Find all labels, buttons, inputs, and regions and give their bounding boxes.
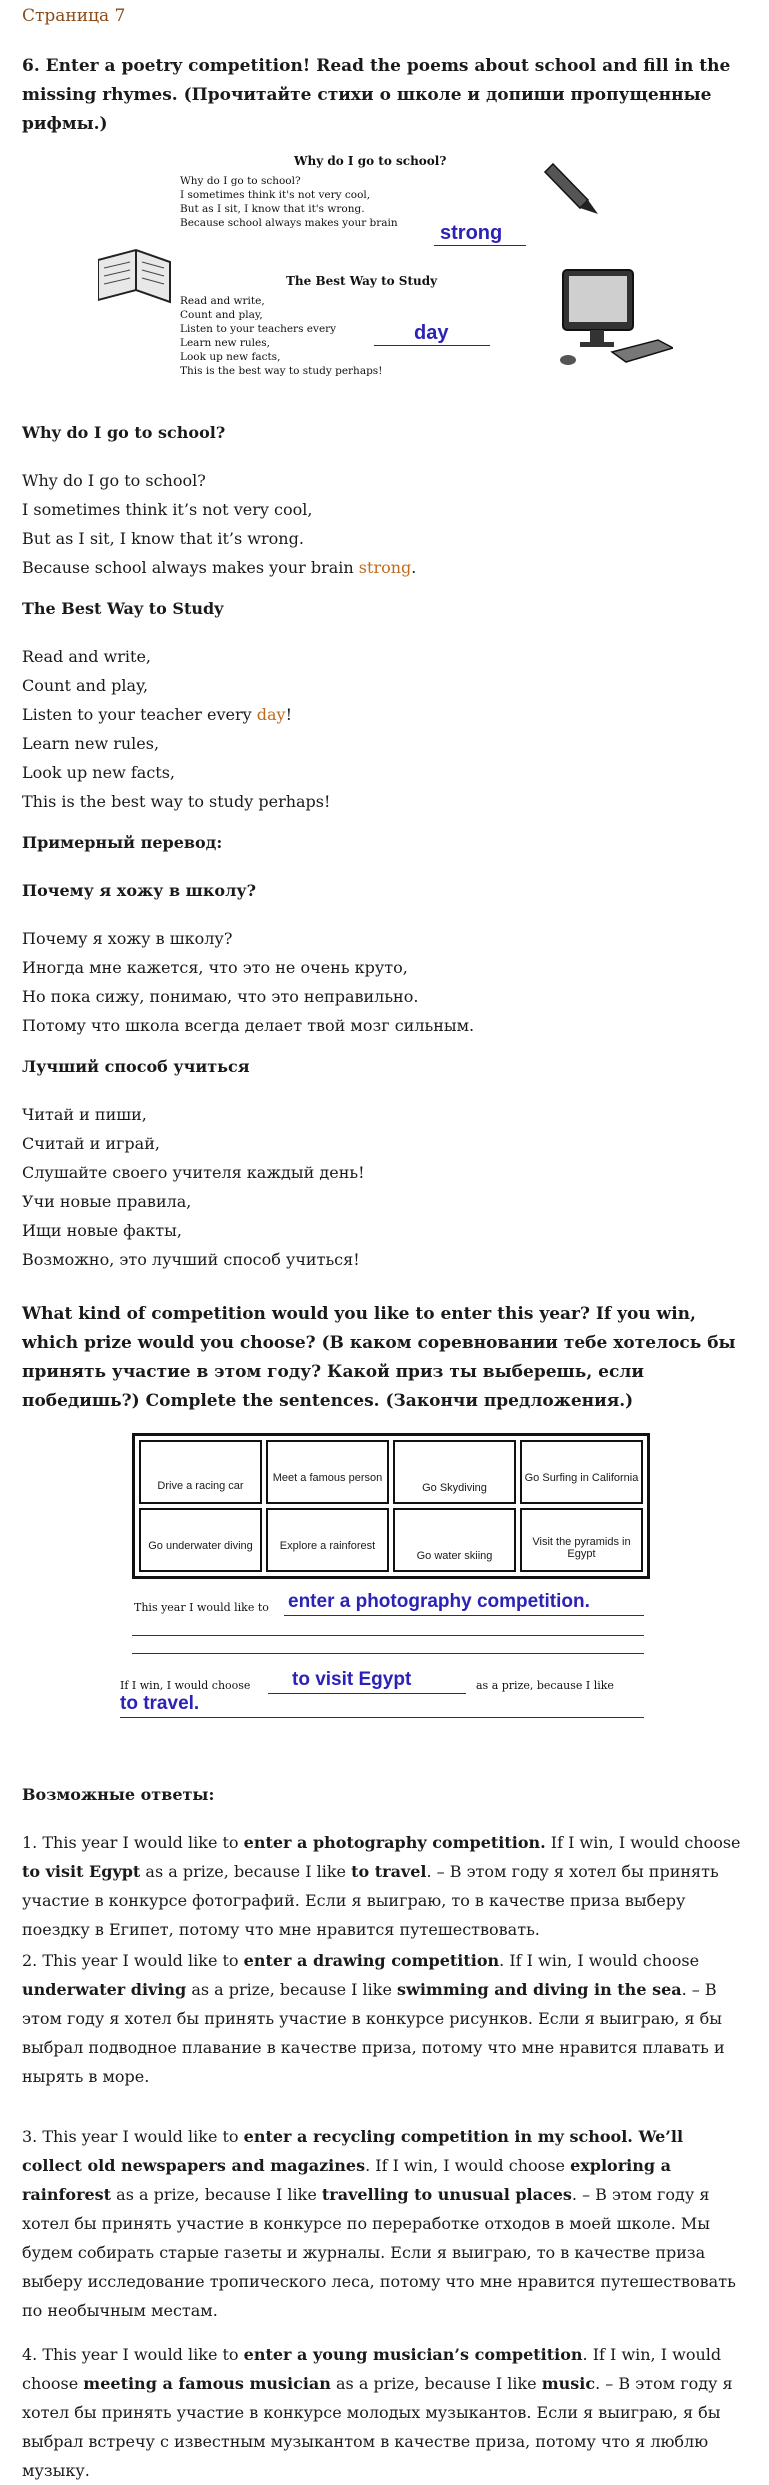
ws-line2-middle: as a prize, because I like xyxy=(476,1679,614,1692)
answer-text: 3. This year I would like to xyxy=(22,2127,244,2146)
activity-label: Go Skydiving xyxy=(422,1482,487,1494)
activity-cell xyxy=(266,1440,389,1504)
poem-line: Learn new rules, xyxy=(22,734,160,753)
ws-poem2-line: Listen to your teachers every xyxy=(180,323,337,335)
activity-cell xyxy=(520,1440,643,1504)
poem-line: Look up new facts, xyxy=(22,763,176,782)
activity-cell xyxy=(139,1508,262,1572)
ws-poem2-body xyxy=(180,294,382,378)
poem-line: I sometimes think it’s not very cool, xyxy=(22,500,313,519)
ws-poem1-body xyxy=(180,174,398,230)
answer-item xyxy=(22,2122,747,2325)
poem1 xyxy=(22,466,747,582)
answer-bold: to travel xyxy=(351,1862,427,1881)
ws-line1-prefix: This year I would like to xyxy=(134,1601,269,1614)
ws-poem1-line: But as I sit, I know that it's wrong. xyxy=(180,203,365,215)
ws-poem2-title: The Best Way to Study xyxy=(286,274,438,288)
activity-cell xyxy=(266,1508,389,1572)
ws-poem2-line: This is the best way to study perhaps! xyxy=(180,365,383,377)
activity-label: Go Surfing in California xyxy=(524,1472,639,1484)
answer-text: . – В этом году я хотел бы принять участие в конкурсе молодых музыкантов. Если я выиграю, я бы выбрал встречу с известным музыкантом в качестве приза, потому что я люблю музыку. xyxy=(22,2374,733,2480)
computer-icon xyxy=(560,270,673,365)
ws-answer-line xyxy=(284,1615,644,1616)
ws-line2-prefix: If I win, I would choose xyxy=(120,1679,251,1692)
poem-line-text: Listen to your teacher every xyxy=(22,705,257,724)
ws-poem2-line: Look up new facts, xyxy=(180,351,281,363)
poem-line: This is the best way to study perhaps! xyxy=(22,792,331,811)
answer-text: . If I win, I would choose xyxy=(22,2345,722,2393)
poem2 xyxy=(22,642,747,816)
answer-text: . – В этом году я хотел бы принять участие в конкурсе фотографий. Если я выиграю, то в качестве приза выберу поездку в Египет, потому что мне нравится путешествовать. xyxy=(22,1862,719,1939)
ws-poem2-line: Count and play, xyxy=(180,309,263,321)
answer-text: . – В этом году я хотел бы принять участие в конкурсе по переработке отходов в моей школе. Мы будем собирать старые газеты и журналы. Если я выиграю, то в качестве приза выберу исследование тропического леса, потому что мне нравится путешествовать по необычным местам. xyxy=(22,2185,736,2320)
poem-line: But as I sit, I know that it’s wrong. xyxy=(22,529,304,548)
poem-worksheet-image xyxy=(98,152,673,402)
answer-text: as a prize, because I like xyxy=(140,1862,352,1881)
activity-cell xyxy=(393,1508,516,1572)
answer-text: 2. This year I would like to xyxy=(22,1951,244,1970)
answer-text: as a prize, because I like xyxy=(186,1980,398,1999)
poem-line: Слушайте своего учителя каждый день! xyxy=(22,1163,365,1182)
ru-poem2-title: Лучший способ учиться xyxy=(22,1057,250,1076)
poem-line: Why do I go to school? xyxy=(22,471,206,490)
activity-cell xyxy=(139,1440,262,1504)
ws-line1-answer: enter a photography competition. xyxy=(288,1591,590,1612)
page-number: Страница 7 xyxy=(22,6,126,26)
ws-answer-line xyxy=(120,1717,644,1718)
activity-label: Meet a famous person xyxy=(272,1472,383,1484)
answer-text: as a prize, because I like xyxy=(330,2374,542,2393)
task-heading: 6. Enter a poetry competition! Read the poems about school and fill in the missing rhymes. (Прочитайте стихи о школе и допиши пропущенные рифмы.) xyxy=(22,56,731,134)
answer-text: . – В этом году я хотел бы принять участие в конкурсе рисунков. Если я выиграю, я бы выбрал подводное плавание в качестве приза, потому что мне нравится плавать и нырять в море. xyxy=(22,1980,725,2086)
answer-bold: meeting a famous musician xyxy=(83,2374,331,2393)
ws-line2-answer: to visit Egypt xyxy=(292,1669,412,1690)
ws-poem1-title: Why do I go to school? xyxy=(294,154,447,168)
book-icon xyxy=(98,250,170,302)
pen-icon xyxy=(545,164,598,214)
poem-line: Но пока сижу, понимаю, что это неправильно. xyxy=(22,987,419,1006)
competition-question: What kind of competition would you like to enter this year? If you win, which prize would you choose? (В каком соревновании тебе хотелось бы принять участие в этом году? Какой приз ты выберешь, если победишь?) Complete the sentences. (Закончи предложения.) xyxy=(22,1304,736,1411)
translation-heading: Примерный перевод: xyxy=(22,833,223,852)
poem-line: Учи новые правила, xyxy=(22,1192,192,1211)
answer-bold: to visit Egypt xyxy=(22,1862,141,1881)
answer-item xyxy=(22,1946,747,2091)
ws-poem1-line: I sometimes think it's not very cool, xyxy=(180,189,371,201)
ws-poem1-line: Why do I go to school? xyxy=(180,175,301,187)
poem-line: Read and write, xyxy=(22,647,151,666)
answer-bold: swimming and diving in the sea xyxy=(397,1980,682,1999)
answers-heading: Возможные ответы: xyxy=(22,1785,215,1804)
answer-bold: enter a young musician’s competition xyxy=(243,2345,583,2364)
competition-worksheet-image xyxy=(108,1427,673,1737)
poem-line: Почему я хожу в школу? xyxy=(22,929,233,948)
answer-text: . If I win, I would choose xyxy=(365,2156,571,2175)
poem-line: Count and play, xyxy=(22,676,149,695)
answer-bold: enter a photography competition. xyxy=(243,1833,546,1852)
activity-label: Visit the pyramids in Egypt xyxy=(532,1536,631,1560)
ws-answer-line xyxy=(434,245,526,246)
activity-label: Go underwater diving xyxy=(148,1540,253,1552)
answer-bold: enter a recycling competition in my school. We’ll collect old newspapers and magazines xyxy=(22,2127,684,2175)
answer-text: 4. This year I would like to xyxy=(22,2345,244,2364)
activity-label: Go water skiing xyxy=(416,1550,493,1562)
punctuation: ! xyxy=(285,705,293,724)
activity-label: Explore a rainforest xyxy=(279,1540,376,1552)
ws-answer-line xyxy=(132,1653,644,1654)
poem-line-text: Because school always makes your brain xyxy=(22,558,359,577)
ws-answer-line xyxy=(268,1693,466,1694)
ws-poem1-line: Because school always makes your brain xyxy=(180,217,398,229)
ru-poem1-title: Почему я хожу в школу? xyxy=(22,881,256,900)
poem-line: Ищи новые факты, xyxy=(22,1221,182,1240)
ws-poem2-answer: day xyxy=(414,322,449,344)
poem-line: Иногда мне кажется, что это не очень круто, xyxy=(22,958,408,977)
ws-poem2-line: Read and write, xyxy=(180,295,265,307)
ws-poem2-line: Learn new rules, xyxy=(180,337,270,349)
activity-cell xyxy=(520,1508,643,1572)
answer-text: as a prize, because I like xyxy=(111,2185,322,2204)
punctuation: . xyxy=(411,558,417,577)
answer-item xyxy=(22,1828,747,1944)
poem2-title: The Best Way to Study xyxy=(22,599,224,618)
poem-line xyxy=(22,700,747,729)
ru-poem1 xyxy=(22,924,747,1040)
activity-cell xyxy=(393,1440,516,1504)
answer-bold: travelling to unusual places xyxy=(321,2185,572,2204)
poem-line: Читай и пиши, xyxy=(22,1105,147,1124)
activity-grid xyxy=(132,1433,650,1579)
answer-item xyxy=(22,2340,747,2485)
ws-line2-end: to travel. xyxy=(120,1693,200,1714)
answer-bold: enter a drawing competition xyxy=(243,1951,500,1970)
rhyme-answer: strong xyxy=(358,558,412,577)
ws-answer-line xyxy=(374,345,490,346)
ws-poem1-answer: strong xyxy=(440,222,503,244)
poem-line: Потому что школа всегда делает твой мозг сильным. xyxy=(22,1016,475,1035)
ws-answer-line xyxy=(132,1635,644,1636)
poem-line: Считай и играй, xyxy=(22,1134,160,1153)
answer-bold: music xyxy=(541,2374,596,2393)
poem1-title: Why do I go to school? xyxy=(22,423,226,442)
answer-text: 1. This year I would like to xyxy=(22,1833,244,1852)
activity-label: Drive a racing car xyxy=(157,1480,244,1492)
answer-text: If I win, I would choose xyxy=(545,1833,741,1852)
poem-line: Возможно, это лучший способ учиться! xyxy=(22,1250,360,1269)
ru-poem2 xyxy=(22,1100,747,1274)
poem-line xyxy=(22,553,747,582)
rhyme-answer: day xyxy=(256,705,286,724)
answer-text: . If I win, I would choose xyxy=(499,1951,700,1970)
answer-bold: underwater diving xyxy=(22,1980,187,1999)
answer-bold: exploring a rainforest xyxy=(22,2156,671,2204)
